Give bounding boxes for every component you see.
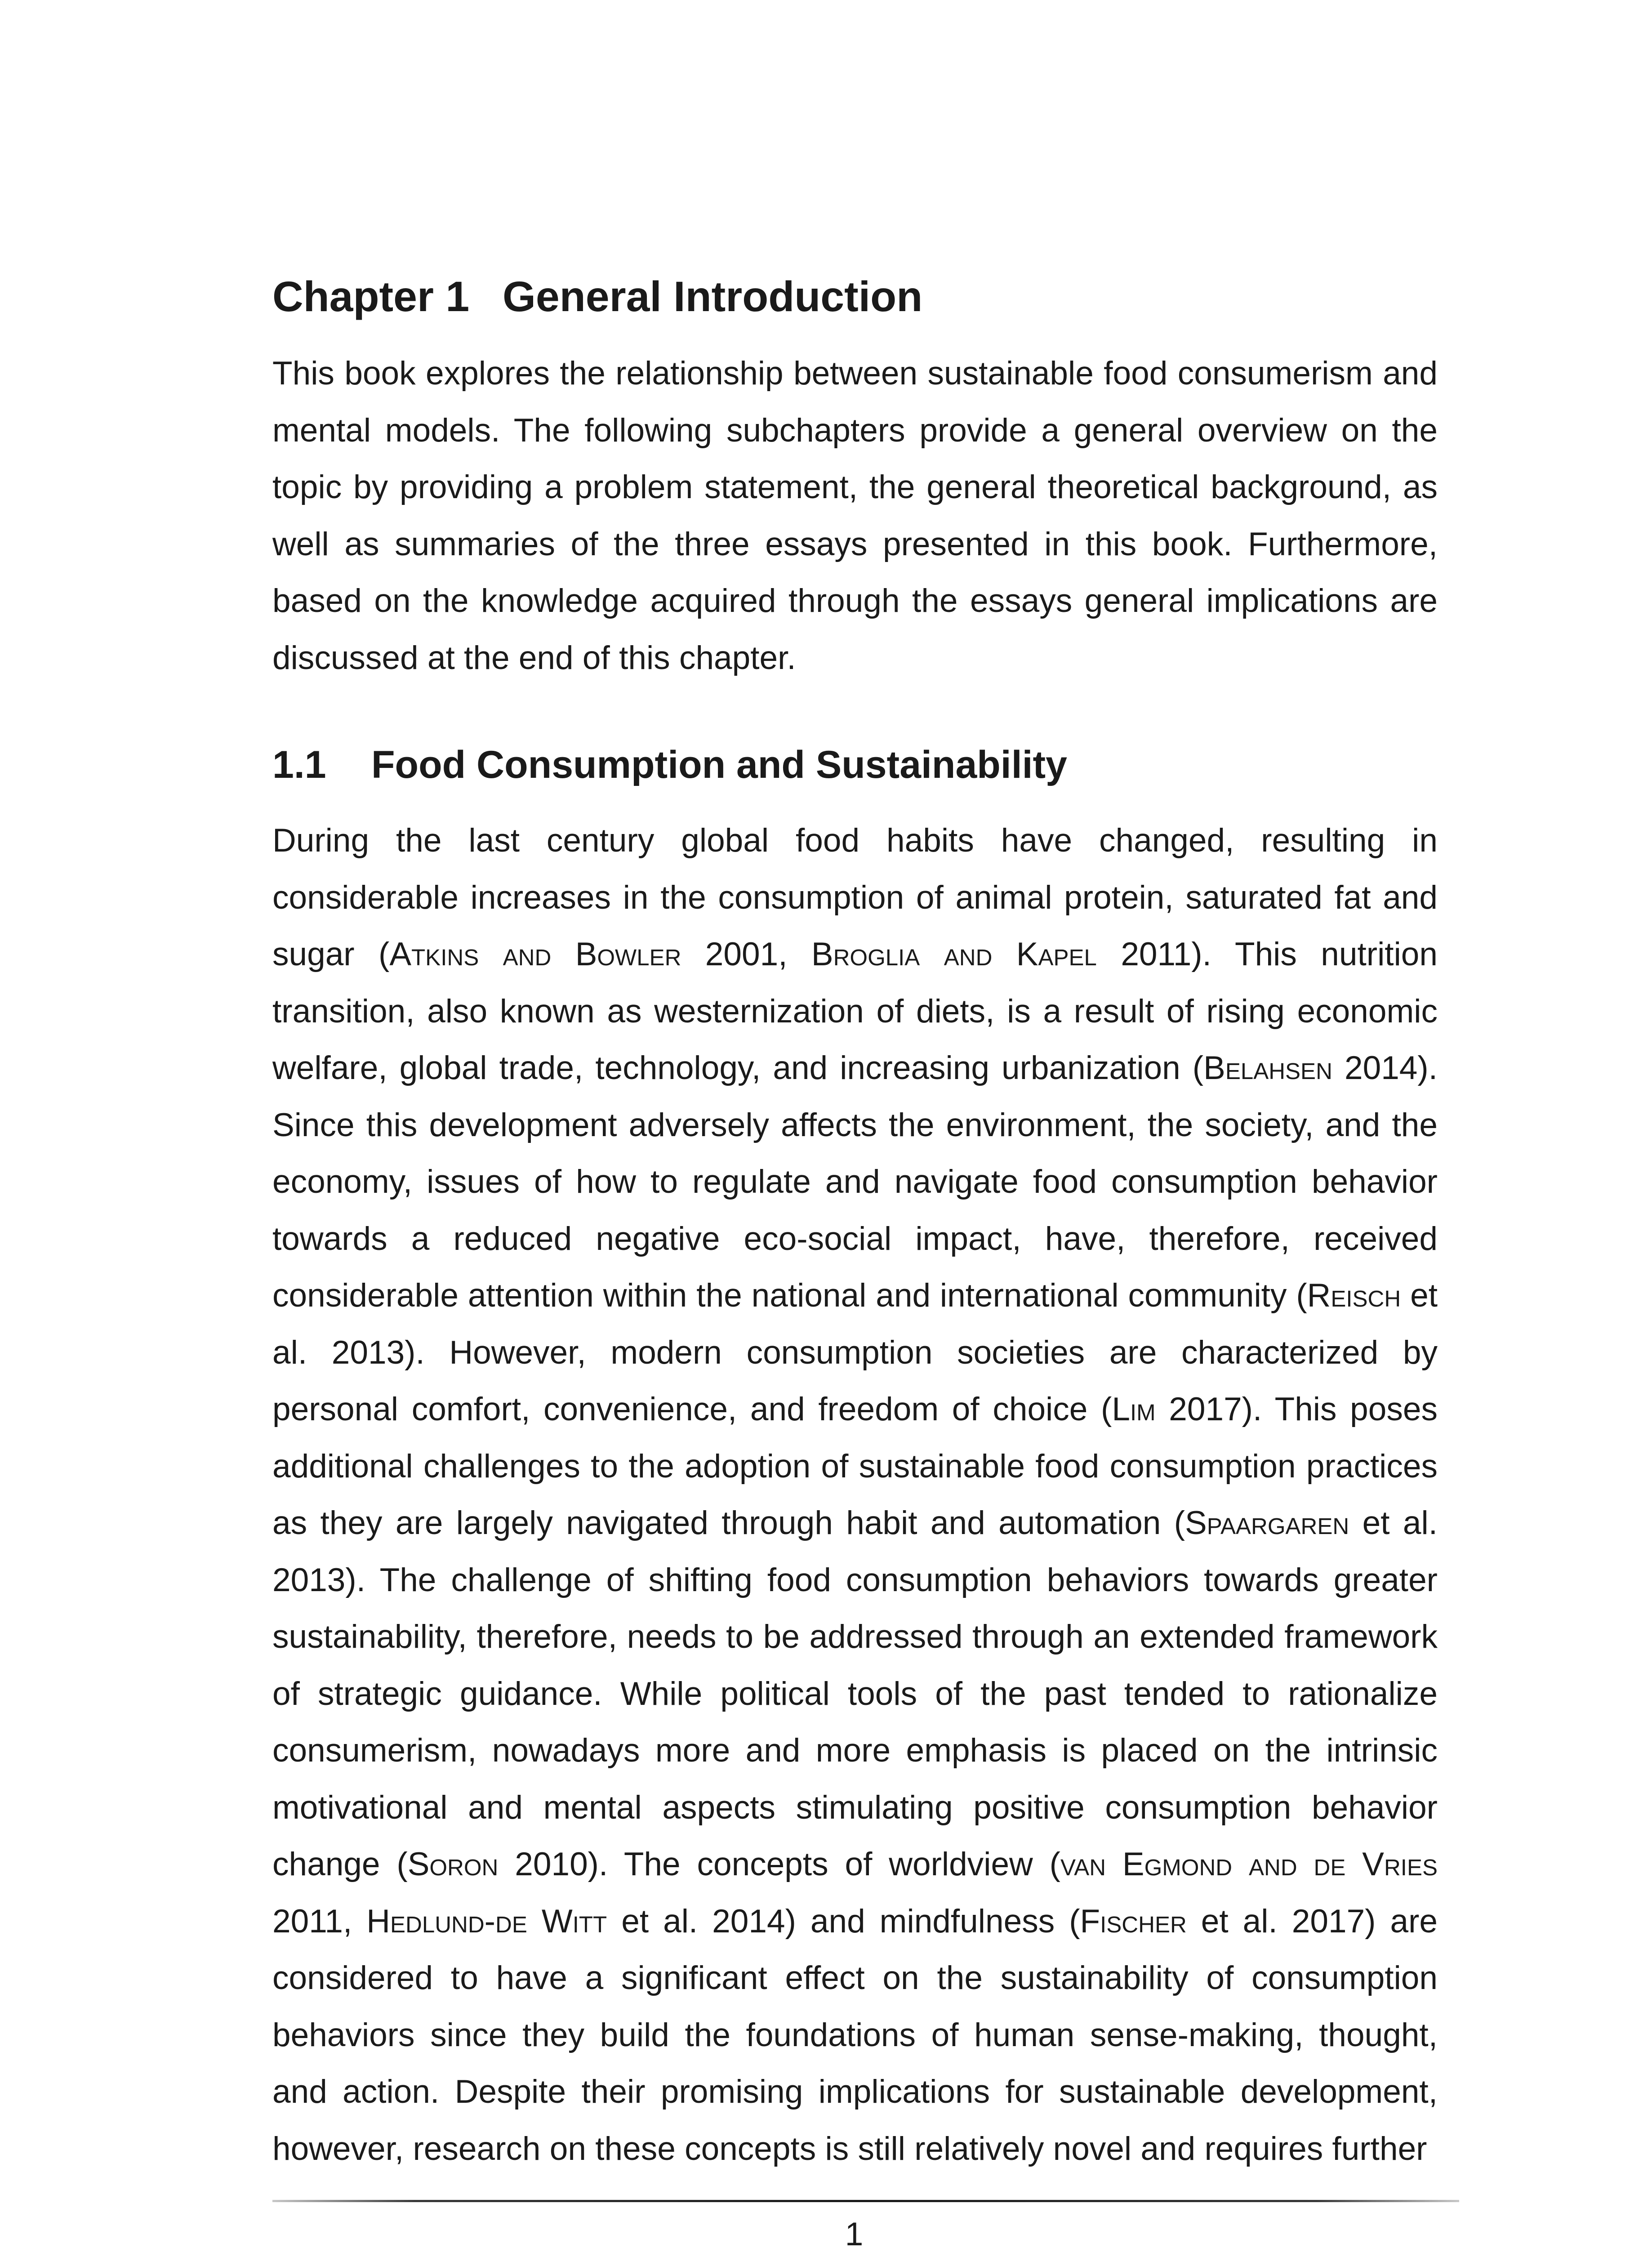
section-title: Food Consumption and Sustainability [371,743,1067,786]
citation-author: van Egmond and de Vries [1060,1846,1438,1882]
section-number: 1.1 [272,743,326,786]
paragraph-text-run: 2017). This poses additional challenges to the adoption of sustainable food consumption practices as they are largely navigated through habit and automation ( [272,1391,1438,1541]
paragraph-text-run: 2011, [272,1903,367,1940]
citation-author: Spaargaren [1185,1505,1349,1541]
footer-divider [272,2200,1459,2202]
citation-author: Atkins and Bowler [389,936,681,972]
citation-author: Soron [407,1846,499,1882]
paragraph-text-run: 2010). The concepts of worldview ( [498,1846,1060,1882]
section-paragraph [272,812,1438,2177]
page-number: 1 [845,2216,864,2248]
citation-author: Fischer [1080,1903,1187,1940]
citation-author: Reisch [1307,1277,1401,1314]
intro-paragraph: This book explores the relationship between sustainable food consumerism and mental models. The following subchapters provide a general overview on the topic by providing a problem statement, the general theoretical background, as well as summaries of the three essays presented in this book. Furthermore, based on the knowledge acquired through the essays general implications are discussed at the end of this chapter. [272,355,1438,676]
book-page [272,0,1438,2248]
citation-author: Lim [1112,1391,1156,1427]
section-heading [272,740,1067,789]
citation-author: Belahsen [1203,1050,1332,1086]
paragraph-text-run: et al. 2014) and mindfulness ( [607,1903,1080,1940]
paragraph-text-run: 2011). This nutrition transition, also known as westernization of diets, is a result of rising economic welfare, global trade, technology, and increasing urbanization ( [272,936,1438,1086]
citation-author: Hedlund-de Witt [366,1903,607,1940]
citation-author: Broglia and Kapel [811,936,1097,972]
chapter-heading [272,270,922,324]
chapter-number: Chapter 1 [272,273,470,321]
paragraph-text-run: 2001, [681,936,811,972]
paragraph-text-run: et al. 2013). The challenge of shifting food consumption behaviors towards greater sustainability, therefore, needs to be addressed through an extended framework of strategic guidance. While political tools of the past tended to rationalize consumerism, nowadays more and more emphasis is placed on the intrinsic motivational and mental aspects stimulating positive consumption behavior change ( [272,1505,1438,1882]
paragraph-text-run: et al. 2017) are considered to have a significant effect on the sustainability of consumption behaviors since they build the foundations of human sense-making, thought, and action. Despite their promising implications for sustainable development, however, research on these concepts is still relatively novel and requires further [272,1903,1438,2167]
paragraph-text-run: et al. 2013). However, modern consumption societies are characterized by personal comfort, convenience, and freedom of choice ( [272,1277,1438,1427]
paragraph-text-run: 2014). Since this development adversely affects the environment, the society, and the economy, issues of how to regulate and navigate food consumption behavior towards a reduced negative eco-social impact, have, therefore, received considerable attention within the national and international community ( [272,1050,1438,1314]
chapter-title: General Introduction [503,273,923,321]
paragraph-text-run: During the last century global food habits have changed, resulting in considerable increases in the consumption of animal protein, saturated fat and sugar ( [272,822,1438,972]
